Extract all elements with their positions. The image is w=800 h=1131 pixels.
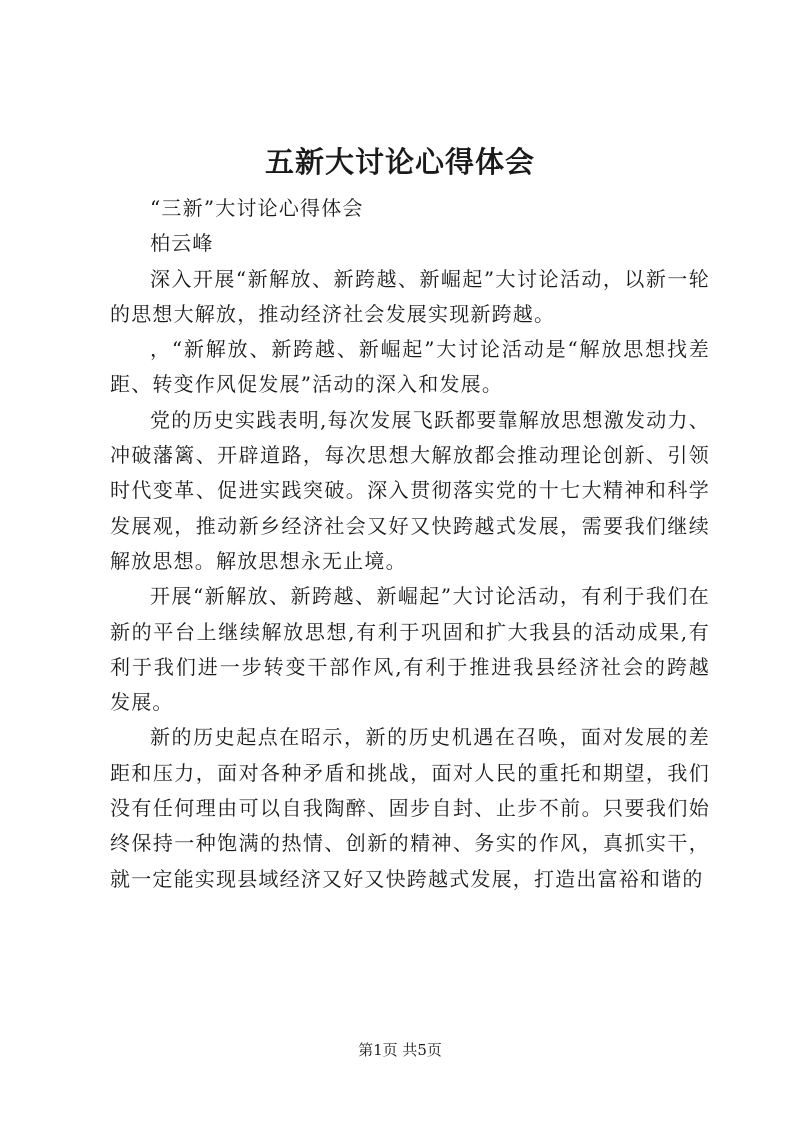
body-paragraph: 党的历史实践表明,每次发展飞跃都要靠解放思想激发动力、冲破藩篱、开辟道路，每次思想大解放都会推动理论创新、引领时代变革、促进实践突破。深入贯彻落实党的十七大精神和科学发展观，推动新乡经济社会又好又快跨越式发展，需要我们继续解放思想。解放思想永无止境。: [110, 407, 710, 573]
page-number-footer: 第1页 共5页: [358, 1041, 442, 1059]
subtitle-paragraph: “三新”大讨论心得体会: [150, 196, 364, 220]
body-paragraph: 新的历史起点在昭示，新的历史机遇在召唤，面对发展的差距和压力，面对各种矛盾和挑战，面对人民的重托和期望，我们没有任何理由可以自我陶醉、固步自封、止步不前。只要我们始终保持一种饱满的热情、创新的精神、务实的作风，真抓实干，就一定能实现县域经济又好又快跨越式发展，打造出富裕和谐的: [110, 725, 710, 891]
author-paragraph: 柏云峰: [150, 231, 214, 256]
body-paragraph: 开展“新解放、新跨越、新崛起”大讨论活动，有利于我们在新的平台上继续解放思想,有利于巩固和扩大我县的活动成果,有利于我们进一步转变干部作风,有利于推进我县经济社会的跨越发展。: [110, 584, 710, 715]
body-paragraph: 深入开展“新解放、新跨越、新崛起”大讨论活动，以新一轮的思想大解放，推动经济社会发展实现新跨越。: [110, 266, 710, 326]
document-body: [110, 191, 710, 897]
body-paragraph: ，“新解放、新跨越、新崛起”大讨论活动是“解放思想找差距、转变作风促发展”活动的深入和发展。: [110, 337, 710, 397]
document-title: 五新大讨论心得体会: [264, 145, 535, 179]
